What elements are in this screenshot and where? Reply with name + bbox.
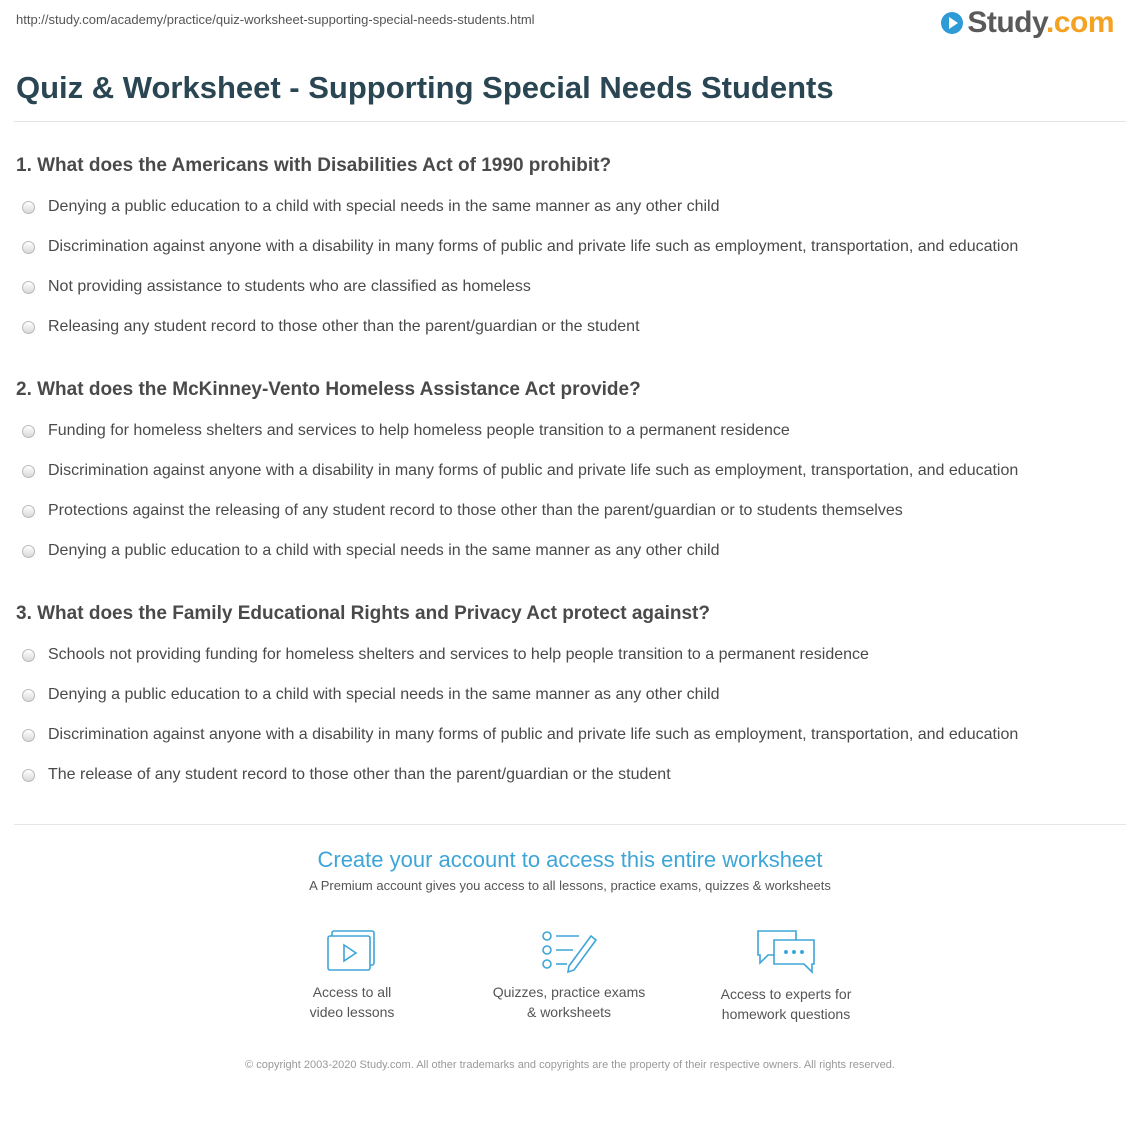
answer-option[interactable] — [22, 686, 720, 704]
quiz-checklist-icon — [539, 928, 599, 974]
answer-text: Releasing any student record to those other than the parent/guardian or the student — [48, 318, 640, 335]
answer-option[interactable] — [22, 726, 1018, 744]
study-logo[interactable] — [941, 6, 1114, 40]
answer-text: Not providing assistance to students who are classified as homeless — [48, 278, 531, 295]
question-2: 2. What does the McKinney-Vento Homeless Assistance Act provide? — [16, 379, 641, 400]
radio-button[interactable] — [22, 465, 35, 478]
top-bar — [0, 0, 1140, 60]
radio-button[interactable] — [22, 505, 35, 518]
answer-option[interactable] — [22, 646, 869, 664]
radio-button[interactable] — [22, 689, 35, 702]
answer-text: Funding for homeless shelters and services to help homeless people transition to a permanent residence — [48, 422, 790, 439]
radio-button[interactable] — [22, 281, 35, 294]
feature-video-lessons — [257, 928, 447, 1022]
answer-option[interactable] — [22, 766, 671, 784]
radio-button[interactable] — [22, 241, 35, 254]
answer-option[interactable] — [22, 238, 1018, 256]
logo-text: Study — [967, 6, 1046, 39]
radio-button[interactable] — [22, 321, 35, 334]
feature-experts — [691, 928, 881, 1024]
title-divider — [14, 121, 1126, 122]
premium-description: A Premium account gives you access to all lessons, practice exams, quizzes & worksheets — [309, 878, 831, 893]
feature-video-line2: video lessons — [309, 1004, 395, 1020]
answer-text: Discrimination against anyone with a disability in many forms of public and private life such as employment, transportation, and education — [48, 462, 1019, 479]
answer-option[interactable] — [22, 318, 640, 336]
page-url: http://study.com/academy/practice/quiz-worksheet-supporting-special-needs-students.html — [16, 12, 535, 27]
copyright-footer: © copyright 2003-2020 Study.com. All other trademarks and copyrights are the property of their respective owners. All rights reserved. — [245, 1059, 895, 1071]
answer-text: Discrimination against anyone with a disability in many forms of public and private life such as employment, transportation, and education — [48, 238, 1019, 255]
answer-option[interactable] — [22, 278, 531, 296]
expert-chat-icon — [754, 928, 818, 976]
feature-quizzes-line1: Quizzes, practice exams — [492, 984, 646, 1000]
answer-text: Denying a public education to a child with special needs in the same manner as any other child — [48, 542, 720, 559]
questions-divider — [14, 824, 1126, 825]
feature-experts-line1: Access to experts for — [720, 986, 852, 1002]
question-1: 1. What does the Americans with Disabilities Act of 1990 prohibit? — [16, 155, 612, 176]
answer-option[interactable] — [22, 422, 790, 440]
answer-text: Discrimination against anyone with a disability in many forms of public and private life such as employment, transportation, and education — [48, 726, 1019, 743]
answer-option[interactable] — [22, 198, 720, 216]
feature-experts-line2: homework questions — [721, 1006, 851, 1022]
answer-option[interactable] — [22, 502, 903, 520]
answer-text: Protections against the releasing of any student record to those other than the parent/guardian or to students themselves — [48, 502, 903, 519]
answer-text: The release of any student record to those other than the parent/guardian or the student — [48, 766, 671, 783]
radio-button[interactable] — [22, 545, 35, 558]
answer-text: Denying a public education to a child with special needs in the same manner as any other child — [48, 198, 720, 215]
answer-option[interactable] — [22, 462, 1018, 480]
create-account-link[interactable]: Create your account to access this entire worksheet — [317, 847, 823, 872]
question-3: 3. What does the Family Educational Rights and Privacy Act protect against? — [16, 603, 710, 624]
answer-text: Schools not providing funding for homeless shelters and services to help people transition to a permanent residence — [48, 646, 869, 663]
answer-option[interactable] — [22, 542, 720, 560]
radio-button[interactable] — [22, 769, 35, 782]
answer-text: Denying a public education to a child with special needs in the same manner as any other child — [48, 686, 720, 703]
radio-button[interactable] — [22, 425, 35, 438]
play-logo-icon — [941, 12, 963, 34]
feature-quizzes-line2: & worksheets — [526, 1004, 612, 1020]
video-lesson-icon — [326, 928, 378, 974]
feature-quizzes — [474, 928, 664, 1022]
page-title: Quiz & Worksheet - Supporting Special Needs Students — [16, 70, 834, 105]
radio-button[interactable] — [22, 201, 35, 214]
radio-button[interactable] — [22, 729, 35, 742]
logo-suffix: .com — [1045, 6, 1114, 39]
feature-video-line1: Access to all — [312, 984, 392, 1000]
radio-button[interactable] — [22, 649, 35, 662]
